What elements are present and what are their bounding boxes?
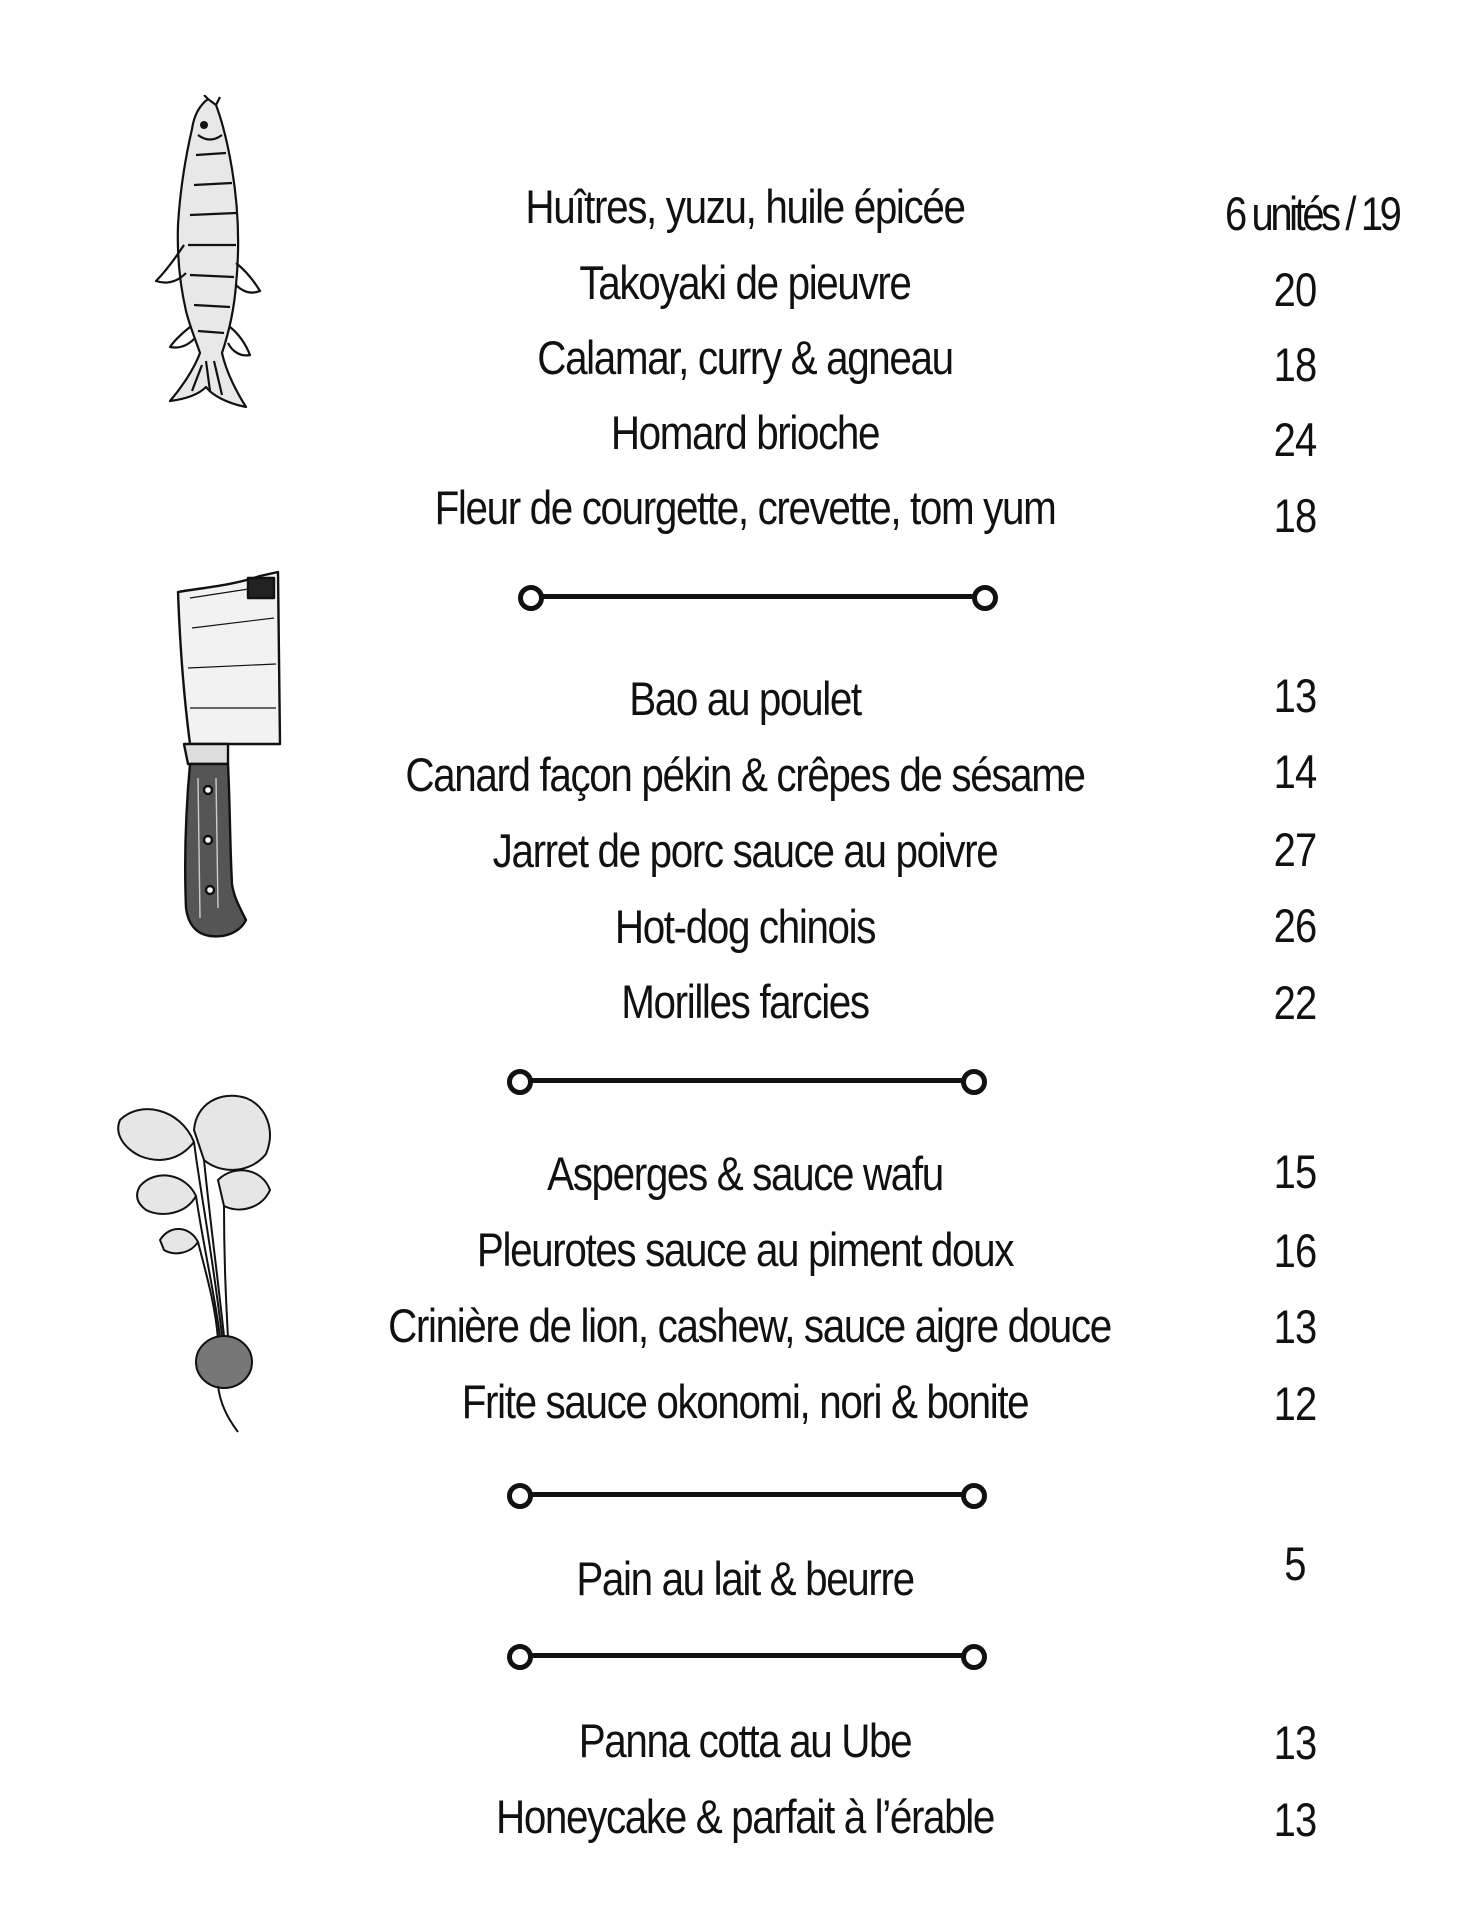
menu-item-price: 12 <box>1273 1377 1317 1430</box>
menu-item-name: Bao au poulet <box>629 672 861 725</box>
menu-item-price: 14 <box>1273 745 1317 798</box>
menu-item-name: Crinière de lion, cashew, sauce aigre douce <box>388 1299 1111 1352</box>
menu-item-price: 13 <box>1273 669 1317 722</box>
menu-item-price: 24 <box>1273 413 1317 466</box>
menu-item-price: 18 <box>1273 489 1317 542</box>
menu-item-price: 6 unités / 19 <box>1225 187 1399 240</box>
menu-item-price: 26 <box>1273 899 1317 952</box>
menu-item-name: Takoyaki de pieuvre <box>579 256 911 309</box>
menu-item-price: 15 <box>1273 1145 1317 1198</box>
section-divider <box>507 1480 987 1510</box>
menu-item-name: Asperges & sauce wafu <box>547 1147 943 1200</box>
menu-item-price: 13 <box>1273 1716 1317 1769</box>
menu-item-name: Huîtres, yuzu, huile épicée <box>525 180 965 233</box>
menu-item-name: Jarret de porc sauce au poivre <box>492 824 998 877</box>
section-divider <box>518 582 998 612</box>
menu-item-price: 13 <box>1273 1300 1317 1353</box>
menu-item-name: Pleurotes sauce au piment doux <box>476 1223 1014 1276</box>
radish-icon <box>100 1090 285 1440</box>
menu-item-name: Homard brioche <box>610 406 880 459</box>
menu-item-name: Fleur de courgette, crevette, tom yum <box>434 481 1056 534</box>
menu-item-price: 5 <box>1284 1537 1306 1590</box>
menu-item-price: 18 <box>1273 338 1317 391</box>
menu-item-price: 13 <box>1273 1793 1317 1846</box>
menu-item-name: Panna cotta au Ube <box>578 1714 912 1767</box>
cleaver-icon <box>170 568 285 942</box>
menu-item-name: Frite sauce okonomi, nori & bonite <box>461 1375 1029 1428</box>
menu-item-name: Pain au lait & beurre <box>576 1552 914 1605</box>
menu-item-price: 20 <box>1273 263 1317 316</box>
menu-item-price: 27 <box>1273 823 1317 876</box>
menu-item-name: Hot-dog chinois <box>614 900 876 953</box>
menu-item-name: Canard façon pékin & crêpes de sésame <box>405 748 1085 801</box>
menu-item-name: Calamar, curry & agneau <box>537 331 953 384</box>
fish-icon <box>150 95 270 417</box>
section-divider <box>507 1066 987 1096</box>
section-divider <box>507 1641 987 1671</box>
menu-item-name: Morilles farcies <box>621 975 869 1028</box>
menu-item-name: Honeycake & parfait à l’érable <box>496 1790 994 1843</box>
menu-item-price: 16 <box>1273 1224 1317 1277</box>
menu-item-price: 22 <box>1273 976 1317 1029</box>
